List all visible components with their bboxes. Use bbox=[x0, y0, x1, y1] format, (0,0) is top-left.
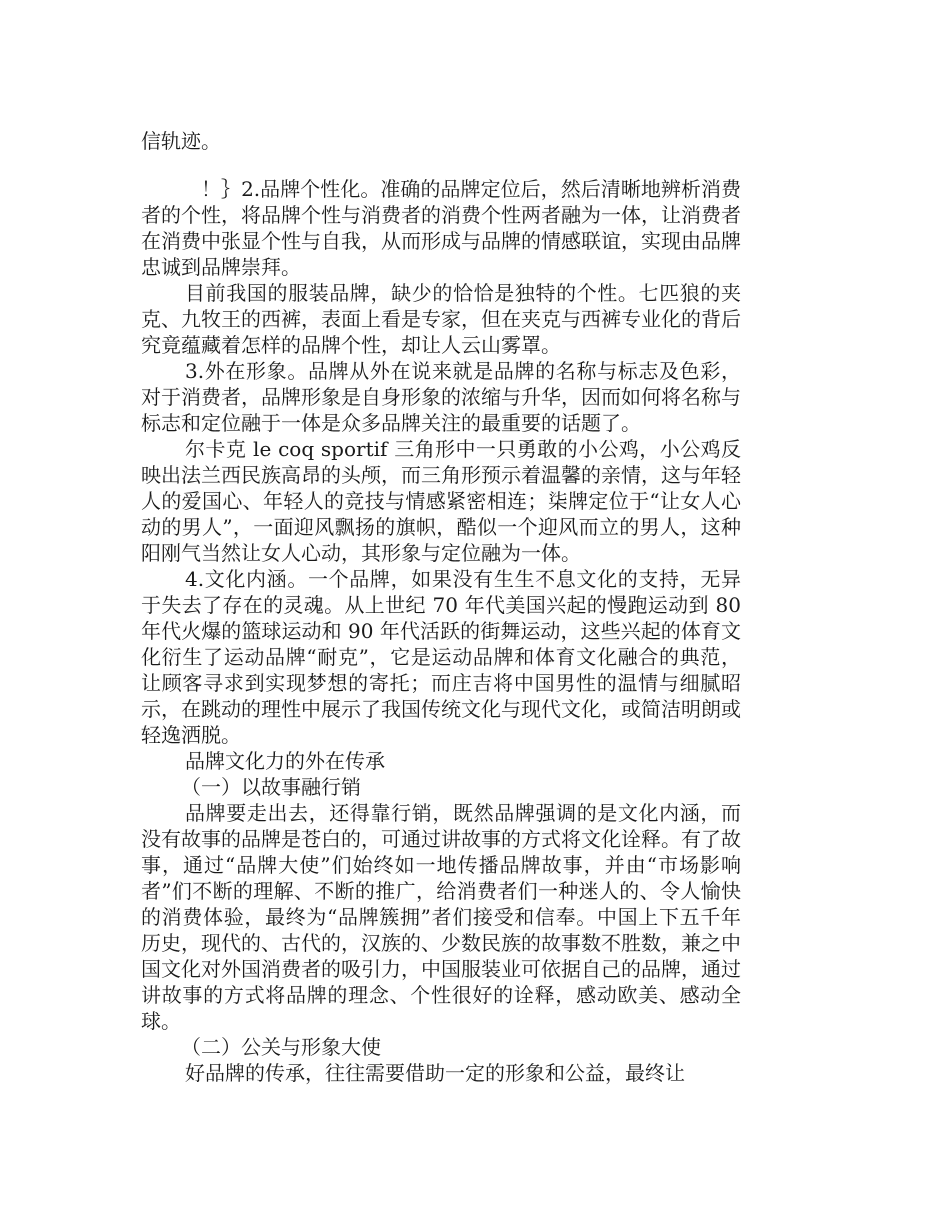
paragraph-domestic-brands: 目前我国的服装品牌，缺少的恰恰是独特的个性。七匹狼的夹克、九牧王的西裤，表面上看是专家，但在夹克与西裤专业化的背后究竟蕴藏着怎样的品牌个性，却让人云山雾罩。 bbox=[141, 281, 741, 357]
subsection-heading-pr: （二）公关与形象大使 bbox=[181, 1035, 381, 1059]
section-heading: 品牌文化力的外在传承 bbox=[185, 749, 385, 773]
paragraph-storytelling: 品牌要走出去，还得靠行销，既然品牌强调的是文化内涵，而没有故事的品牌是苍白的，可通过讲故事的方式将文化诠释。有了故事，通过“品牌大使”们始终如一地传播品牌故事，并由“市场影响者”们不断的理解、不断的推广，给消费者们一种迷人的、令人愉快的消费体验，最终为“品牌簇拥”者们接受和信奉。中国上下五千年历史，现代的、古代的，汉族的、少数民族的故事数不胜数，兼之中国文化对外国消费者的吸引力，中国服装业可依据自己的品牌，通过讲故事的方式将品牌的理念、个性很好的诠释，感动欧美、感动全球。 bbox=[141, 801, 741, 1033]
paragraph-external-image: 3.外在形象。品牌从外在说来就是品牌的名称与标志及色彩，对于消费者，品牌形象是自身形象的浓缩与升华，因而如何将名称与标志和定位融于一体是众多品牌关注的最重要的话题了。 bbox=[141, 359, 741, 435]
paragraph-continuation: 信轨迹。 bbox=[141, 129, 221, 153]
paragraph-brand-personality: ！｝2.品牌个性化。准确的品牌定位后，然后清晰地辨析消费者的个性，将品牌个性与消费者的消费个性两者融为一体，让消费者在消费中张显个性与自我，从而形成与品牌的情感联谊，实现由品牌忠诚到品牌崇拜。 bbox=[141, 177, 741, 279]
paragraph-cultural-connotation: 4.文化内涵。一个品牌，如果没有生生不息文化的支持，无异于失去了存在的灵魂。从上世纪 70 年代美国兴起的慢跑运动到 80 年代火爆的篮球运动和 90 年代活跃的街舞运动，这些兴起的体育文化衍生了运动品牌“耐克”，它是运动品牌和体育文化融合的典范，让顾客寻求到实现梦想的寄托；而庄吉将中国男性的温情与细腻昭示，在跳动的理性中展示了我国传统文化与现代文化，或简洁明朗或轻逸洒脱。 bbox=[141, 567, 741, 747]
document-page bbox=[141, 128, 741, 1086]
paragraph-pr: 好品牌的传承，往往需要借助一定的形象和公益，最终让 bbox=[185, 1061, 685, 1085]
paragraph-le-coq-sportif: 尔卡克 le coq sportif 三角形中一只勇敢的小公鸡，小公鸡反映出法兰西民族高昂的头颅，而三角形预示着温馨的亲情，这与年轻人的爱国心、年轻人的竞技与情感紧密相连；柒牌定位于“让女人心动的男人”，一面迎风飘扬的旗帜，酷似一个迎风而立的男人，这种阳刚气当然让女人心动，其形象与定位融为一体。 bbox=[141, 437, 741, 565]
subsection-heading-storytelling: （一）以故事融行销 bbox=[181, 775, 361, 799]
